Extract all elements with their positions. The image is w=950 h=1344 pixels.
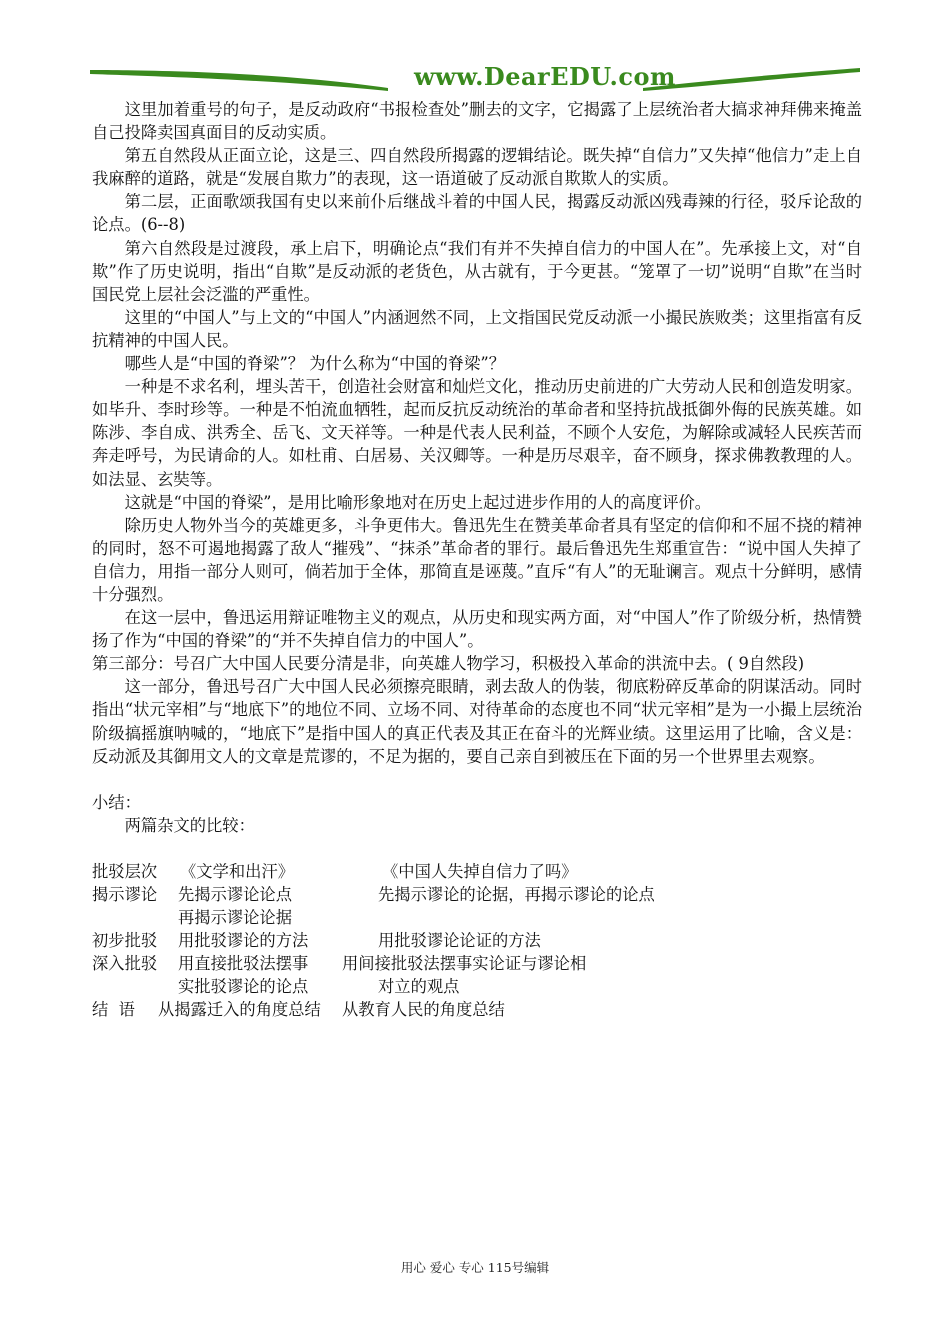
col-2-cell: 用批驳谬论论证的方法 [378, 931, 541, 951]
paragraph: 第五自然段从正面立论，这是三、四自然段所揭露的逻辑结论。既失掉“自信力”又失掉“他信力”走上自我麻醉的道路，就是“发展自欺力”的表现，这一语道破了反动派自欺欺人的实质。 [92, 146, 862, 189]
col-1-cell: 用批驳谬论的方法 [178, 931, 309, 951]
paragraph: 这里的“中国人”与上文的“中国人”内涵迥然不同，上文指国民党反动派一小撮民族败类；这里指富有反抗精神的中国人民。 [92, 307, 862, 350]
summary-subtitle: 两篇杂文的比较： [124, 815, 255, 835]
comparison-table [92, 860, 862, 1022]
table-row [92, 906, 862, 929]
row-label: 深入批驳 [92, 954, 158, 974]
col-2-cell: 对立的观点 [378, 977, 460, 997]
document-body [92, 98, 862, 1022]
summary-title: 小结： [92, 792, 141, 812]
col-1-cell: 《文学和出汗》 [180, 861, 294, 881]
col-2-cell: 《中国人失掉自信力了吗》 [382, 861, 578, 881]
col-1-cell: 实批驳谬论的论点 [178, 977, 309, 997]
col-1-cell: 先揭示谬论论点 [178, 885, 292, 904]
page-footer: 用心 爱心 专心 115号编辑 [400, 1260, 550, 1275]
paragraph: 除历史人物外当今的英雄更多，斗争更伟大。鲁迅先生在赞美革命者具有坚定的信仰和不屈不挠的精神的同时，怒不可遏地揭露了敌人“摧残”、“抹杀”革命者的罪行。最后鲁迅先生郑重宣告：“说中国人失掉了自信力，用指一部分人则可，倘若加于全体，那简直是诬蔑。”直斥“有人”的无耻谰言。观点十分鲜明，感情十分强烈。 [92, 515, 862, 604]
table-row [92, 860, 862, 883]
table-row [92, 929, 862, 952]
col-1-cell: 再揭示谬论论据 [178, 908, 292, 928]
row-label: 初步批驳 [92, 931, 158, 951]
paragraph: 第二层，正面歌颂我国有史以来前仆后继战斗着的中国人民，揭露反动派凶残毒辣的行径，驳斥论敌的论点。(6--8) [92, 192, 862, 235]
table-row [92, 998, 862, 1021]
col-1-cell: 用直接批驳法摆事 [178, 954, 309, 974]
question-line: 哪些人是“中国的脊梁”？ 为什么称为“中国的脊梁”？ [124, 354, 505, 374]
row-label: 揭示谬论 [92, 885, 158, 904]
page-header [88, 58, 862, 98]
col-2-cell: 先揭示谬论的论据，再揭示谬论的论点 [378, 885, 655, 904]
paragraph: 第六自然段是过渡段，承上启下，明确论点“我们有并不失掉自信力的中国人在”。先承接上文，对“自欺”作了历史说明，指出“自欺”是反动派的老货色，从古就有，于今更甚。“笼罩了一切”说明“自欺”在当时国民党上层社会泛滥的严重性。 [92, 238, 862, 304]
table-row [92, 975, 862, 998]
paragraph: 这就是“中国的脊梁”，是用比喻形象地对在历史上起过进步作用的人的高度评价。 [124, 492, 712, 512]
table-row [92, 952, 862, 975]
col-1-cell: 从揭露迁入的角度总结 [158, 1000, 321, 1020]
row-label: 批驳层次 [92, 861, 158, 881]
row-label: 结 语 [92, 1000, 135, 1020]
paragraph: 一种是不求名利，埋头苦干，创造社会财富和灿烂文化，推动历史前进的广大劳动人民和创造发明家。如毕升、李时珍等。一种是不怕流血牺牲，起而反抗反动统治的革命者和坚持抗战抵御外侮的民族英雄。如陈涉、李自成、洪秀全、岳飞、文天祥等。一种是代表人民利益，不顾个人安危，为解除或减轻人民疾苦而奔走呼号，为民请命的人。如杜甫、白居易、关汉卿等。一种是历尽艰辛，奋不顾身，探求佛教教理的人。如法显、玄奘等。 [92, 377, 862, 489]
col-2-cell: 从教育人民的角度总结 [342, 1000, 505, 1020]
paragraph: 这里加着重号的句子，是反动政府“书报检查处”删去的文字，它揭露了上层统治者大搞求神拜佛来掩盖自己投降卖国真面目的反动实质。 [92, 100, 862, 143]
table-row [92, 883, 862, 906]
col-2-cell: 用间接批驳法摆事实论证与谬论相 [342, 954, 587, 974]
paragraph: 在这一层中，鲁迅运用辩证唯物主义的观点，从历史和现实两方面，对“中国人”作了阶级分析，热情赞扬了作为“中国的脊梁”的“并不失掉自信力的中国人”。 [92, 608, 862, 651]
paragraph: 这一部分，鲁迅号召广大中国人民必须擦亮眼睛，剥去敌人的伪装，彻底粉碎反革命的阴谋活动。同时指出“状元宰相”与“地底下”的地位不同、立场不同、对待革命的态度也不同“状元宰相”是为一小撮上层统治阶级搞摇旗呐喊的，“地底下”是指中国人的真正代表及其正在奋斗的光辉业绩。这里运用了比喻，含义是：反动派及其御用文人的文章是荒谬的，不足为据的，要自己亲自到被压在下面的另一个世界里去观察。 [92, 677, 862, 766]
site-logo[interactable]: www.DearEDU.com [414, 62, 676, 91]
section-heading: 第三部分：号召广大中国人民要分清是非，向英雄人物学习，积极投入革命的洪流中去。( 9自然段) [92, 654, 805, 674]
